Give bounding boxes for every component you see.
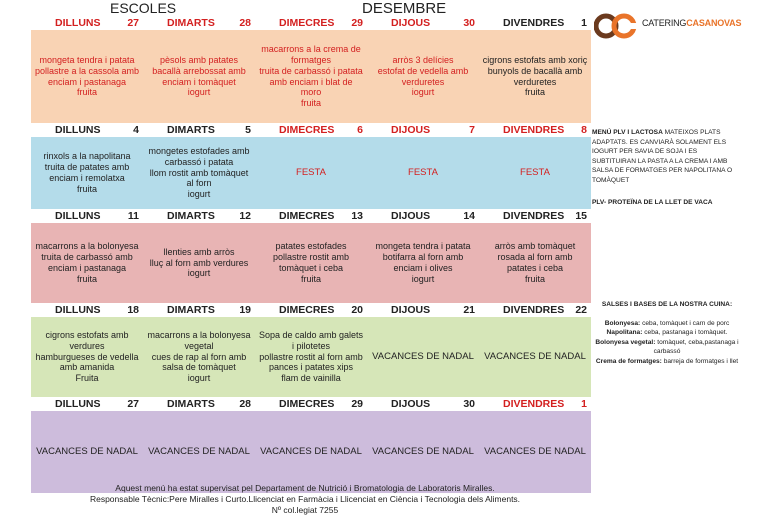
day-header [31,398,143,410]
menu-text: VACANCES DE NADAL [36,445,138,457]
menu-cell [479,223,591,303]
day-number: 30 [463,17,475,29]
day-name: DIMECRES [279,210,335,222]
day-header [143,398,255,410]
footer-line-3: Nº col.legiat 7255 [271,505,339,515]
week-header [31,303,591,317]
menu-cell [31,137,143,209]
day-name: DILLUNS [55,17,101,29]
week-band [31,137,591,209]
plv-title: MENÚ PLV I LACTOSA [592,129,663,136]
day-header [255,210,367,222]
day-header [31,124,143,136]
menu-text: VACANCES DE NADAL [260,445,362,457]
day-name: DIJOUS [391,17,431,29]
menu-text: VACANCES DE NADAL [484,350,586,362]
day-header [367,398,479,410]
day-number: 14 [463,210,475,222]
menu-cell [367,223,479,303]
week-band [31,317,591,397]
day-number: 29 [351,17,363,29]
menu-cell [31,317,143,397]
day-name: DILLUNS [55,124,101,136]
day-name: DIMARTS [167,304,215,316]
holiday-cell [479,137,591,209]
day-number: 22 [575,304,587,316]
day-header [31,17,143,29]
day-number: 21 [463,304,475,316]
sauce-item: Bolonyesa: ceba, tomàquet i carn de porc [604,319,730,327]
vacation-cell [479,317,591,397]
menu-text: mongeta tendra i patata botifarra al forn amb enciam i olives iogurt [375,241,471,284]
plv-note [592,128,740,185]
menu-cell [255,317,367,397]
day-name: DIMECRES [279,398,335,410]
day-number: 19 [239,304,251,316]
day-number: 30 [463,398,475,410]
day-number: 8 [581,124,587,136]
holiday-cell [367,137,479,209]
day-header [143,17,255,29]
day-name: DIMECRES [279,124,335,136]
footer-line-2: Responsable Tècnic:Pere Miralles i Curto.Llicenciat en Farmàcia i Llicenciat en Ciència i Tecnologia dels Aliments. [89,494,521,504]
menu-cell [479,30,591,123]
menu-cell [143,223,255,303]
day-name: DILLUNS [55,210,101,222]
day-header [255,17,367,29]
day-name: DIMARTS [167,124,215,136]
menu-text: cigrons estofats amb xoriç bunyols de bacallà amb verduretes fruita [482,54,588,98]
day-header [143,210,255,222]
logo-text [642,18,741,28]
menu-cell [255,30,367,123]
logo-brand-a: CATERING [642,18,687,28]
week-band [31,411,591,493]
day-header [255,304,367,316]
day-name: DIJOUS [391,304,431,316]
day-header [479,210,591,222]
day-number: 20 [351,304,363,316]
day-header [479,17,591,29]
menu-text: arròs 3 delícies estofat de vedella amb verduretes iogurt [377,54,469,98]
school-label: ESCOLES [110,0,177,16]
holiday-cell [255,137,367,209]
menu-text: pèsols amb patates bacallà arrebossat amb enciam i tomàquet iogurt [152,54,246,98]
day-header [255,124,367,136]
day-name: DIVENDRES [503,17,565,29]
vacation-cell [479,411,591,493]
day-number: 27 [127,398,139,410]
menu-text: macarrons a la bolonyesa vegetal cues de rap al forn amb salsa de tomàquet iogurt [147,330,251,384]
day-name: DILLUNS [55,398,101,410]
menu-text: FESTA [296,166,326,178]
day-name: DIVENDRES [503,210,565,222]
menu-cell [31,223,143,303]
day-number: 13 [351,210,363,222]
vacation-cell [143,411,255,493]
footer [40,483,570,516]
sauce-item: Napolitana: ceba, pastanaga i tomàquet. [606,329,728,336]
day-number: 7 [469,124,475,136]
footer-line-1: Aquest menú ha estat supervisat pel Departament de Nutrició i Bromatologia de Laboratoris Miralles. [115,483,495,493]
menu-text: patates estofades pollastre rostit amb tomàquet i ceba fruita [272,241,350,284]
day-name: DIVENDRES [503,124,565,136]
day-number: 1 [581,17,587,29]
sauces-note [594,300,740,366]
day-number: 15 [575,210,587,222]
day-name: DIVENDRES [503,398,565,410]
day-header [143,124,255,136]
day-header [31,210,143,222]
day-number: 29 [351,398,363,410]
week-header [31,16,591,30]
day-name: DIVENDRES [503,304,565,316]
menu-cell [143,137,255,209]
menu-text: VACANCES DE NADAL [484,445,586,457]
week-header [31,123,591,137]
day-name: DIJOUS [391,124,431,136]
menu-text: macarrons a la bolonyesa truita de carbassó amb enciam i pastanaga fruita [35,241,139,284]
day-number: 12 [239,210,251,222]
menu-cell [255,223,367,303]
menu-text: mongetes estofades amb carbassó i patata llom rostit amb tomàquet al forn iogurt [148,146,250,200]
menu-text: VACANCES DE NADAL [372,445,474,457]
menu-text: VACANCES DE NADAL [372,350,474,362]
day-number: 6 [357,124,363,136]
menu-text: arròs amb tomàquet rosada al forn amb patates i ceba fruita [494,241,576,284]
day-number: 5 [245,124,251,136]
menu-cell [31,30,143,123]
day-header [367,304,479,316]
menu-text: VACANCES DE NADAL [148,445,250,457]
day-number: 27 [127,17,139,29]
menu-text: mongeta tendra i patata pollastre a la cassola amb enciam i pastanaga fruita [34,54,140,98]
menu-cell [143,317,255,397]
menu-text: llenties amb arròs lluç al forn amb verdures iogurt [149,246,249,279]
day-header [479,124,591,136]
sauce-item: Crema de formatges: barreja de formatges i llet [595,357,739,365]
menu-cell [367,30,479,123]
day-number: 28 [239,17,251,29]
vacation-cell [367,411,479,493]
week-band [31,223,591,303]
plv-definition: PLV- PROTEÏNA DE LA LLET DE VACA [592,199,713,206]
day-header [479,398,591,410]
sauce-item: Bolonyesa vegetal: tomàquet, ceba,pastanaga i carbassó [595,338,739,355]
day-number: 18 [127,304,139,316]
day-name: DIMARTS [167,17,215,29]
menu-grid [31,16,591,493]
month-title: DESEMBRE [362,0,447,17]
week-header [31,397,591,411]
day-name: DIMARTS [167,210,215,222]
vacation-cell [367,317,479,397]
day-header [255,398,367,410]
day-header [479,304,591,316]
menu-cell [143,30,255,123]
menu-text: cigrons estofats amb verdures hamburgueses de vedella amb amanida Fruita [35,330,139,384]
day-number: 1 [581,398,587,410]
week-header [31,209,591,223]
vacation-cell [31,411,143,493]
day-number: 4 [133,124,139,136]
day-name: DILLUNS [55,304,101,316]
vacation-cell [255,411,367,493]
week-band [31,30,591,123]
menu-text: Sopa de caldo amb galets i pilotetes pollastre rostit al forn amb pances i patates xips flam de vainilla [258,330,364,384]
day-header [367,17,479,29]
day-name: DIJOUS [391,398,431,410]
day-header [367,124,479,136]
menu-text: FESTA [408,166,438,178]
day-name: DIMECRES [279,17,335,29]
day-header [367,210,479,222]
day-header [143,304,255,316]
logo-brand-b: CASANOVAS [686,18,742,28]
day-name: DIMECRES [279,304,335,316]
day-name: DIJOUS [391,210,431,222]
day-number: 28 [239,398,251,410]
menu-text: rinxols a la napolitana truita de patates amb enciam i remolatxa fruita [43,151,131,194]
sauces-title: SALSES I BASES DE LA NOSTRA CUINA: [601,301,733,308]
menu-text: macarrons a la crema de formatges truita de carbassó i patata amb enciam i blat de moro fruita [259,44,363,109]
day-number: 11 [127,210,139,222]
day-name: DIMARTS [167,398,215,410]
plv-body: MATEIXOS PLATS ADAPTATS. ES CANVIARÀ SOLAMENT ELS IOGURT PER SAVIA DE SOJA I ES SUBTITUIRAN LA PASTA A LA CREMA I AMB SALSA DE FORMATGES PER NAPOLITANA O TOMÀQUET [592,129,733,184]
day-header [31,304,143,316]
menu-text: FESTA [520,166,550,178]
